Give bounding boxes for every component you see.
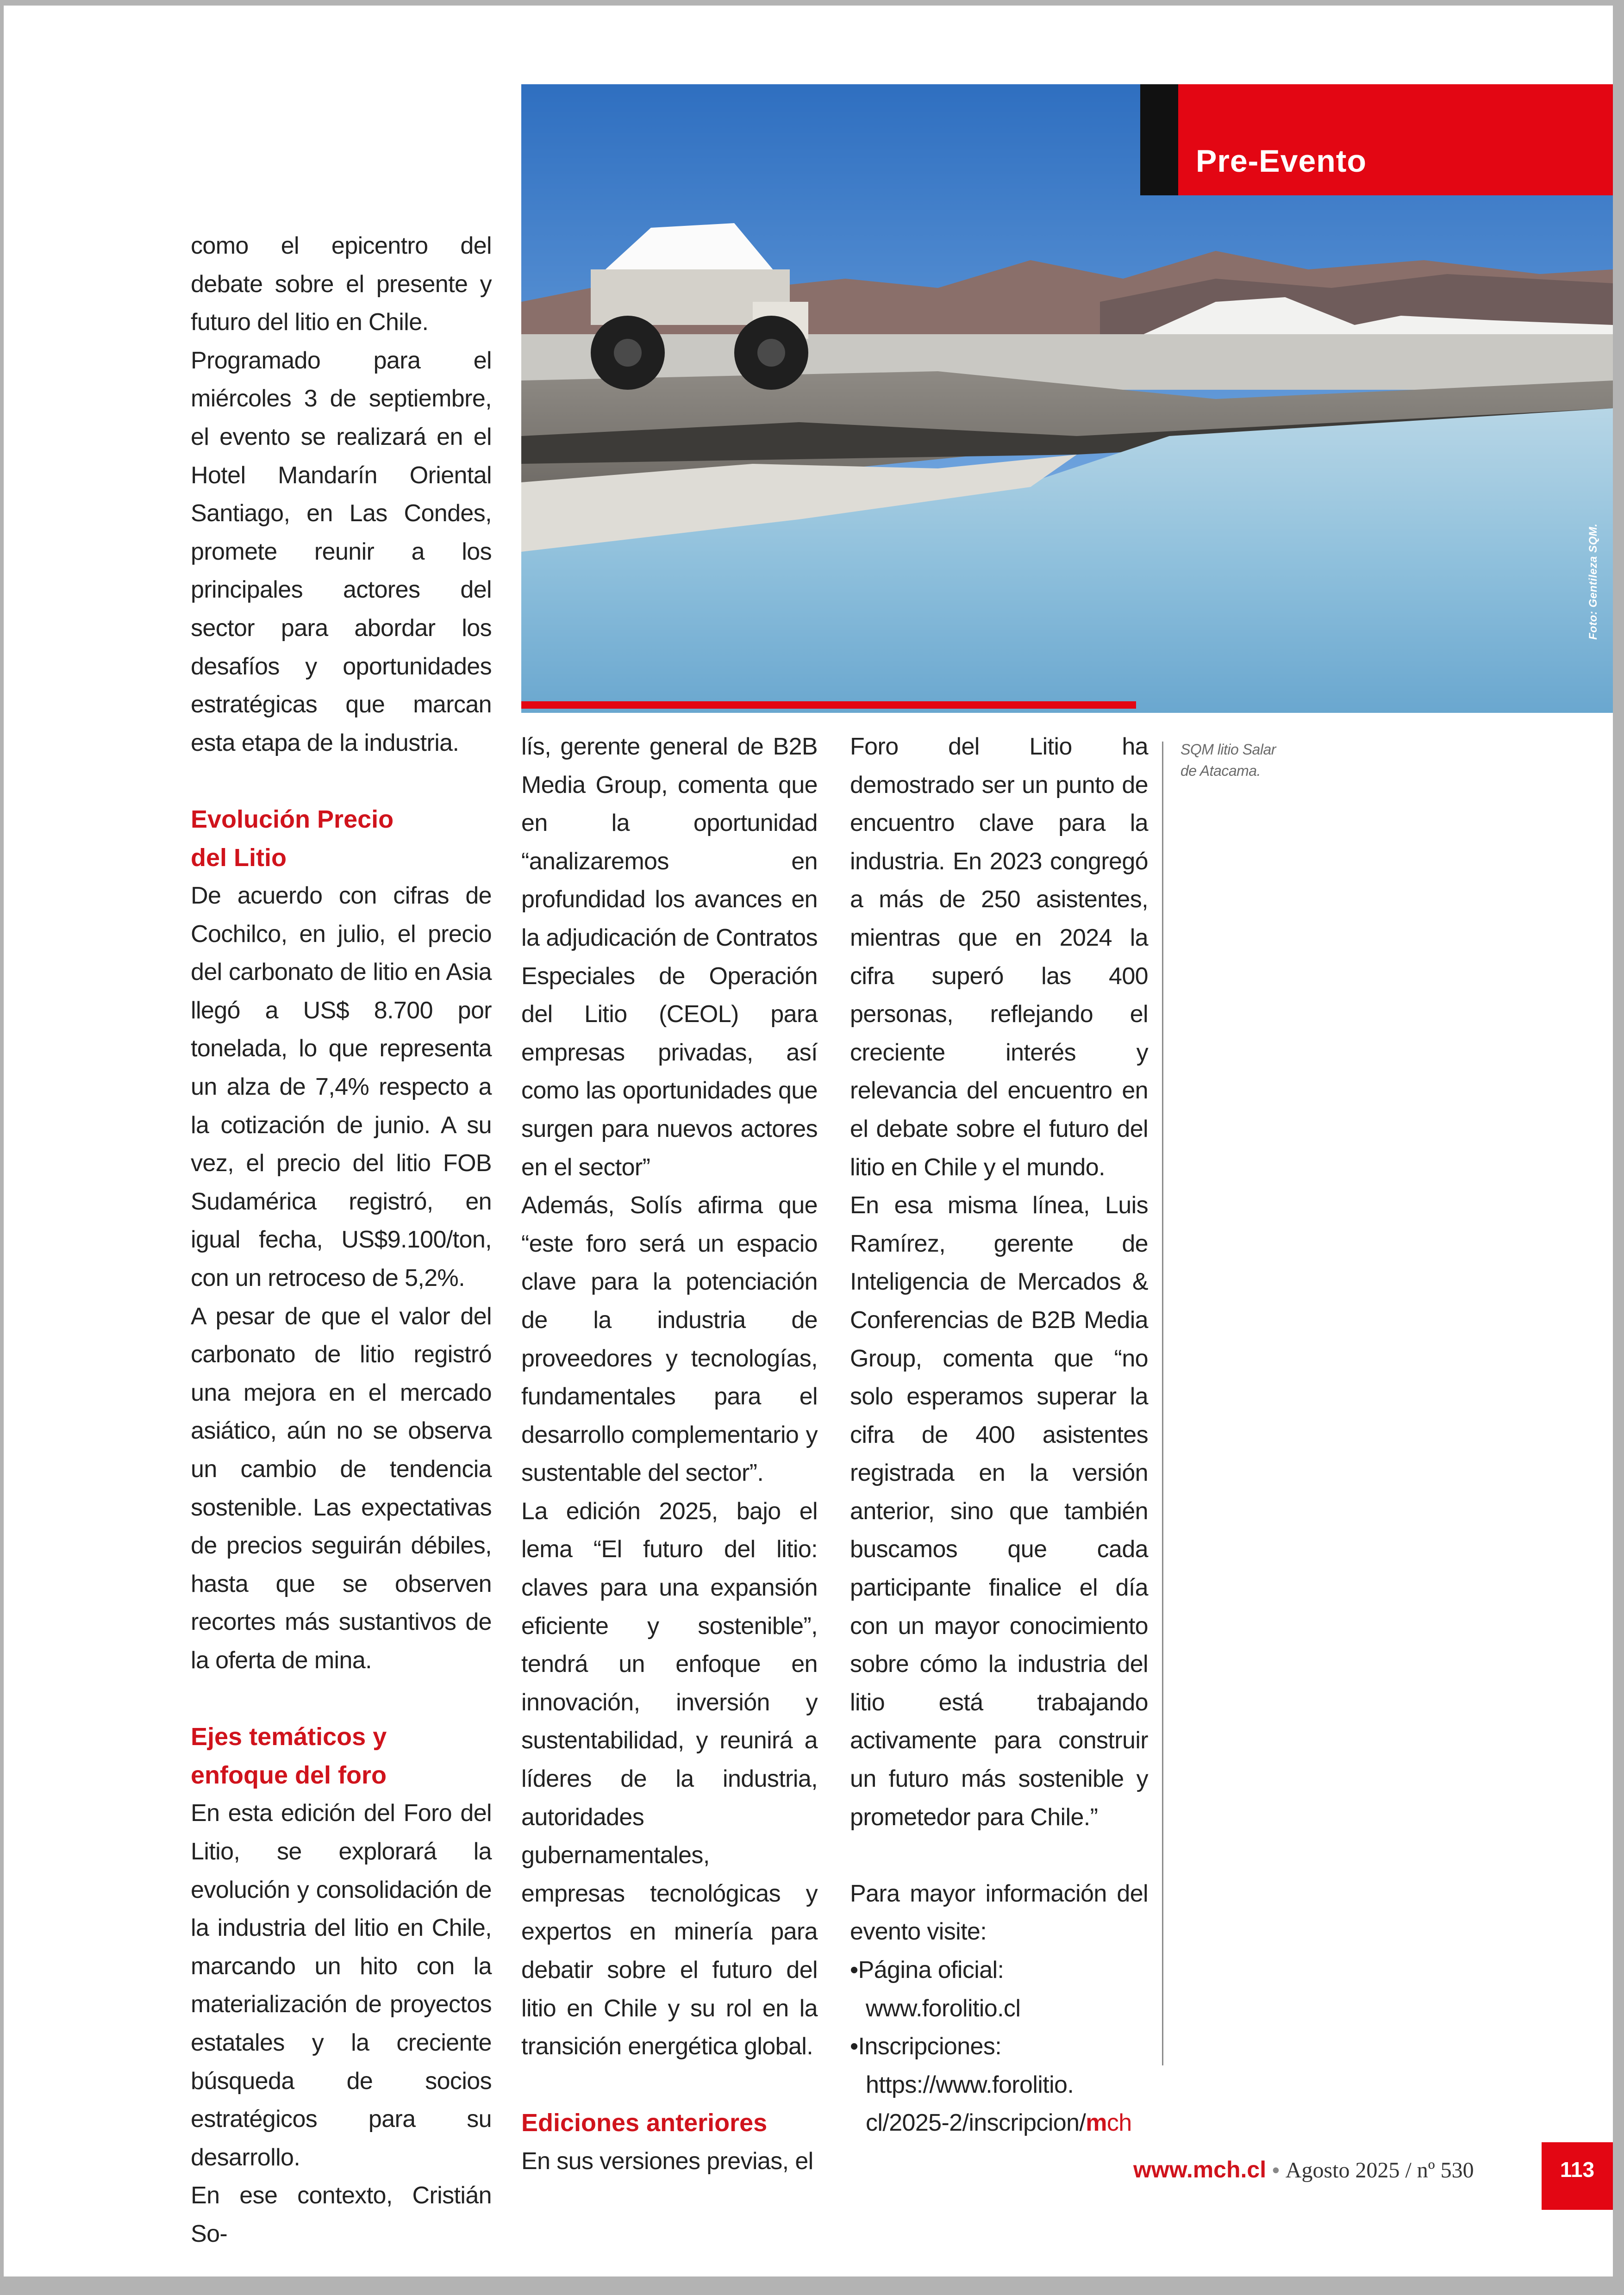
registration-link[interactable]: https://www.forolitio. cl/2025-2/inscripcion/ xyxy=(866,2071,1086,2137)
photo-caption: SQM litio Salar de Atacama. xyxy=(1181,741,1276,779)
article-column-3 xyxy=(850,728,1148,2142)
paragraph: En esa misma línea, Luis Ramírez, gerente de Inteligencia de Mercados & Conferencias de B2B Media Group, comenta que “no solo esperamos superar la cifra de 400 asistentes registrada en la versión anterior, sino que también buscamos que cada participante finalice el día con un mayor conocimiento sobre cómo la industria del litio está trabajando activamente para construir un futuro más sostenible y prometedor para Chile.” xyxy=(850,1192,1148,1831)
official-site-link[interactable]: www.forolitio.cl xyxy=(866,1995,1021,2022)
paragraph: En sus versiones previas, el xyxy=(521,2147,813,2175)
page-number-badge xyxy=(1542,2142,1613,2210)
paragraph: Programado para el miércoles 3 de septiembre, el evento se realizará en el Hotel Mandarín Oriental Santiago, en Las Condes, promete reunir a los principales actores del sector para abordar los desafíos y oportunidades estratégicas que marcan esta etapa de la industria. xyxy=(191,347,492,756)
page-footer xyxy=(1133,2153,1474,2186)
list-item-label: •Inscripciones: xyxy=(850,2033,1002,2060)
list-item xyxy=(850,2027,1148,2142)
section-label: Pre-Evento xyxy=(1196,143,1367,179)
subheading-line: del Litio xyxy=(191,843,287,872)
section-banner-stripe xyxy=(1140,84,1178,195)
paragraph: A pesar de que el valor del carbonato de litio registró una mejora en el mercado asiático, aún no se observa un cambio de tendencia sostenible. Las expectativas de precios seguirán débiles, hasta que se observen recortes más sustantivos de la oferta de mina. xyxy=(191,1303,492,1674)
paragraph: lís, gerente general de B2B Media Group, comenta que en la oportunidad “analizaremos en profundidad los avances en la adjudicación de Contratos Especiales de Operación del Litio (CEOL) para empresas privadas, así como las oportunidades que surgen para nuevos actores en el sector” xyxy=(521,733,818,1181)
subheading-line: Ejes temáticos y xyxy=(191,1723,387,1751)
subheading-line: enfoque del foro xyxy=(191,1761,387,1789)
subheading: Ediciones anteriores xyxy=(521,2109,768,2137)
paragraph: como el epicentro del debate sobre el presente y futuro del litio en Chile. xyxy=(191,232,492,336)
subheading xyxy=(191,800,492,877)
section-banner xyxy=(1178,84,1613,195)
footer-issue: Agosto 2025 / nº 530 xyxy=(1285,2158,1474,2183)
paragraph: En esta edición del Foro del Litio, se explorará la evolución y consolidación de la industria del litio en Chile, marcando un hito con la materialización de proyectos estatales y la creciente búsqueda de socios estratégicos para su desarrollo. xyxy=(191,1800,492,2171)
end-mark: ch xyxy=(1106,2109,1132,2137)
end-mark: m xyxy=(1086,2109,1107,2137)
article-column-1 xyxy=(191,227,492,2253)
paragraph: La edición 2025, bajo el lema “El futuro del litio: claves para una expansión eficiente y sostenible”, tendrá un enfoque en innovación, inversión y sustentabilidad, y reunirá a líderes de la industria, autoridades gubernamentales, empresas tecnológicas y expertos en minería para debatir sobre el futuro del litio en Chile y su rol en la transición energética global. xyxy=(521,1497,818,2060)
paragraph: En ese contexto, Cristián So- xyxy=(191,2182,492,2247)
list-item-label: •Página oficial: xyxy=(850,1957,1004,1983)
paragraph: Foro del Litio ha demostrado ser un punto de encuentro clave para la industria. En 2023 congregó a más de 250 asistentes, mientras que en 2024 la cifra superó las 400 personas, reflejando el creciente interés y relevancia del encuentro en el debate sobre el futuro del litio en Chile y el mundo. xyxy=(850,733,1148,1181)
photo-credit: Foto: Gentileza SQM. xyxy=(1587,523,1599,640)
article-column-2 xyxy=(521,728,818,2181)
subheading xyxy=(191,1718,492,1794)
page-number: 113 xyxy=(1560,2158,1595,2182)
photo-accent-bar xyxy=(521,701,1136,709)
column-divider xyxy=(1162,742,1163,2065)
paragraph: De acuerdo con cifras de Cochilco, en julio, el precio del carbonato de litio en Asia llegó a US$ 8.700 por tonelada, lo que representa un alza de 7,4% respecto a la cotización de junio. A su vez, el precio del litio FOB Sudamérica registró, en igual fecha, US$9.100/ton, con un retroceso de 5,2%. xyxy=(191,882,492,1292)
footer-site-link[interactable]: www.mch.cl xyxy=(1133,2157,1267,2183)
subheading-line: Evolución Precio xyxy=(191,805,394,833)
footer-separator: • xyxy=(1266,2158,1286,2182)
list-item xyxy=(850,1951,1148,2027)
paragraph: Para mayor información del evento visite: xyxy=(850,1880,1148,1946)
paragraph: Además, Solís afirma que “este foro será un espacio clave para la potenciación de la industria de proveedores y tecnologías, fundamentales para el desarrollo complementario y sustentable del sector”. xyxy=(521,1192,818,1487)
magazine-page xyxy=(4,6,1613,2276)
